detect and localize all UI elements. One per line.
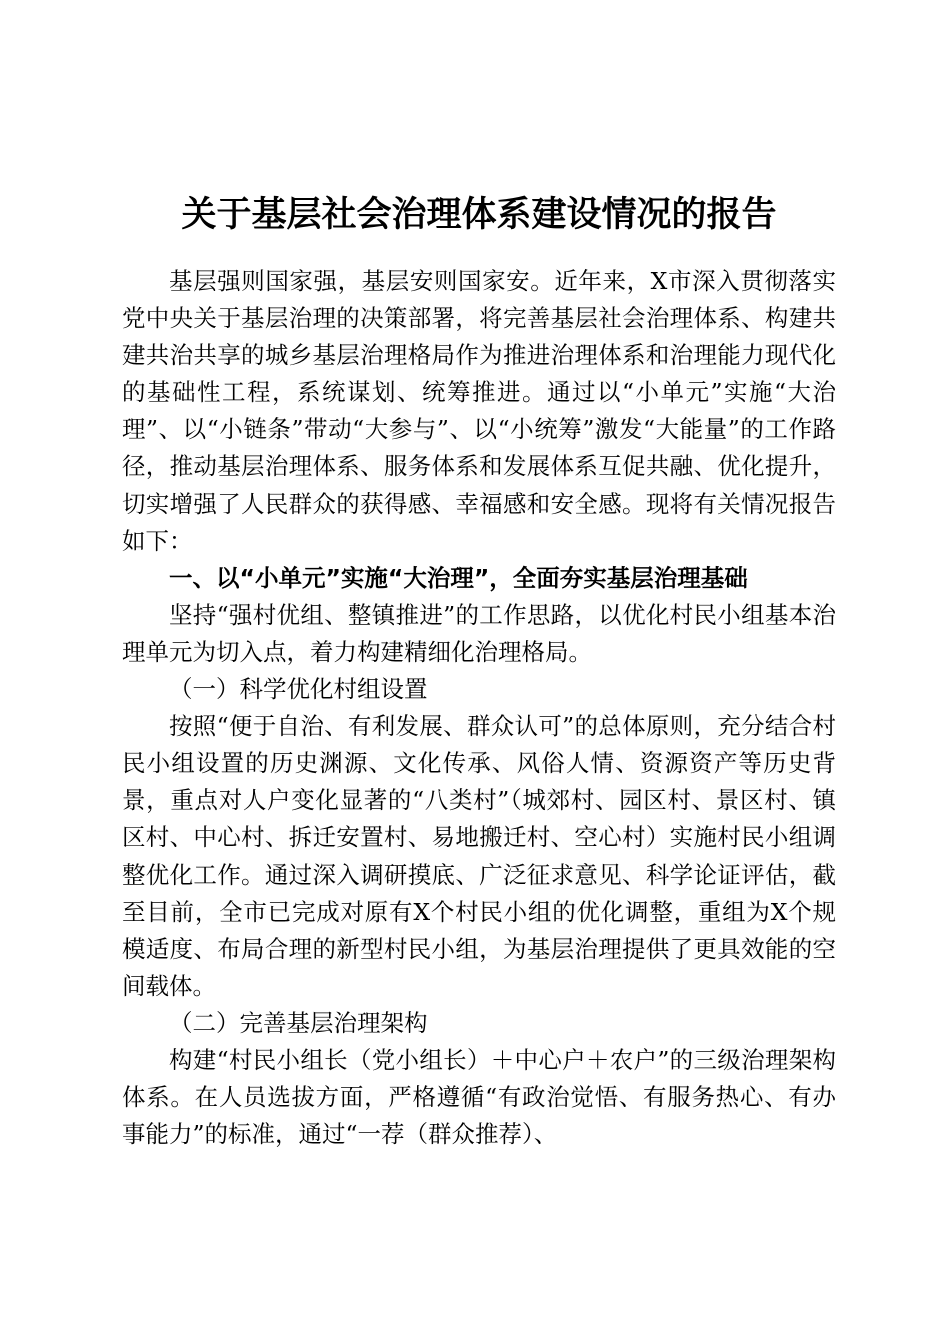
document-page xyxy=(122,0,836,1344)
subsection-1-paragraph: 按照“便于自治、有利发展、群众认可”的总体原则，充分结合村民小组设置的历史渊源、文化传承、风俗人情、资源资产等历史背景，重点对人户变化显著的“八类村”（城郊村、园区村、景区村、镇区村、中心村、拆迁安置村、易地搬迁村、空心村）实施村民小组调整优化工作。通过深入调研摸底、广泛征求意见、科学论证评估，截至目前，全市已完成对原有X个村民小组的优化调整，重组为X个规模适度、布局合理的新型村民小组，为基层治理提供了更具效能的空间载体。 xyxy=(122,712,836,1000)
document-body xyxy=(122,263,836,1153)
section-1-lead-paragraph: 坚持“强村优组、整镇推进”的工作思路，以优化村民小组基本治理单元为切入点，着力构建精细化治理格局。 xyxy=(122,600,836,666)
subsection-2-paragraph: 构建“村民小组长（党小组长）＋中心户＋农户”的三级治理架构体系。在人员选拔方面，严格遵循“有政治觉悟、有服务热心、有办事能力”的标准，通过“一荐（群众推荐）、 xyxy=(122,1045,836,1149)
intro-paragraph: 基层强则国家强，基层安则国家安。近年来，X市深入贯彻落实党中央关于基层治理的决策部署，将完善基层社会治理体系、构建共建共治共享的城乡基层治理格局作为推进治理体系和治理能力现代化的基础性工程，系统谋划、统筹推进。通过以“小单元”实施“大治理”、以“小链条”带动“大参与”、以“小统筹”激发“大能量”的工作路径，推动基层治理体系、服务体系和发展体系互促共融、优化提升，切实增强了人民群众的获得感、幸福感和安全感。现将有关情况报告如下： xyxy=(122,267,836,555)
section-1-heading: 一、以“小单元”实施“大治理”，全面夯实基层治理基础 xyxy=(169,563,748,592)
subsection-1-heading: （一）科学优化村组设置 xyxy=(169,675,428,704)
subsection-2-heading: （二）完善基层治理架构 xyxy=(169,1008,428,1037)
document-title: 关于基层社会治理体系建设情况的报告 xyxy=(181,194,777,235)
